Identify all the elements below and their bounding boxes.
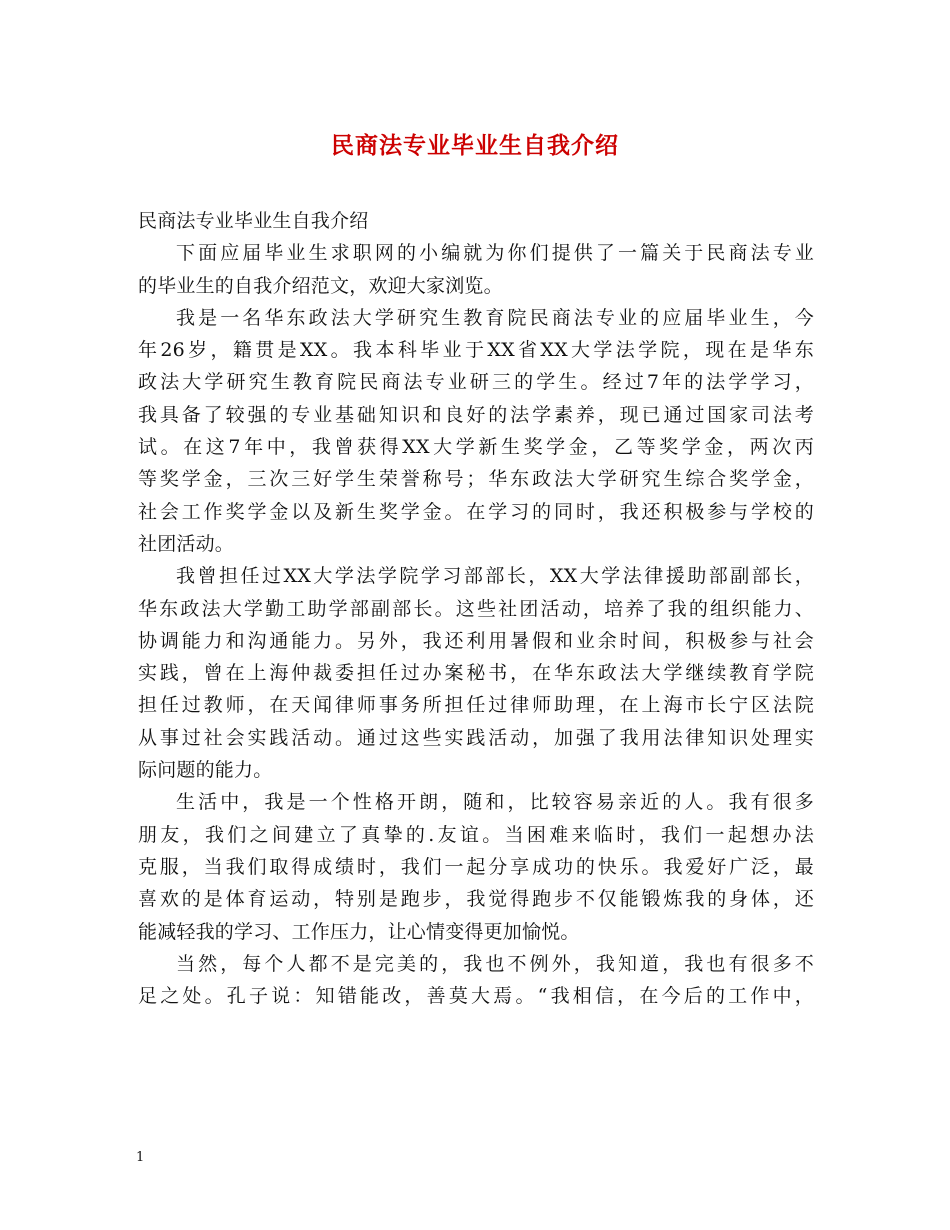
text-line: 朋友，我们之间建立了真挚的.友谊。当困难来临时，我们一起想办法 <box>138 823 814 846</box>
text-line: 民商法专业毕业生自我介绍 <box>138 210 369 232</box>
text-line: 克服，当我们取得成绩时，我们一起分享成功的快乐。我爱好广泛，最 <box>138 855 814 878</box>
text-line: 当然，每个人都不是完美的，我也不例外，我知道，我也有很多不 <box>176 952 814 975</box>
text-line: 年26岁，籍贯是XX。我本科毕业于XX省XX大学法学院，现在是华东 <box>138 339 814 362</box>
text-line: 华东政法大学勤工助学部副部长。这些社团活动，培养了我的组织能力、 <box>138 597 814 620</box>
document-body <box>138 205 814 1012</box>
text-line: 协调能力和沟通能力。另外，我还利用暑假和业余时间，积极参与社会 <box>138 629 814 652</box>
text-line: 我曾担任过XX大学法学院学习部部长，XX大学法律援助部副部长， <box>176 565 814 588</box>
page-number: 1 <box>136 1150 145 1165</box>
text-line: 政法大学研究生教育院民商法专业研三的学生。经过7年的法学学习， <box>138 371 814 394</box>
text-line: 从事过社会实践活动。通过这些实践活动，加强了我用法律知识处理实 <box>138 726 814 749</box>
text-line: 足之处。孔子说：知错能改，善莫大焉。“我相信，在今后的工作中， <box>138 985 814 1008</box>
text-line: 社团活动。 <box>138 532 235 555</box>
text-line: 等奖学金，三次三好学生荣誉称号；华东政法大学研究生综合奖学金， <box>138 468 814 491</box>
text-line: 我具备了较强的专业基础知识和良好的法学素养，现已通过国家司法考 <box>138 403 814 426</box>
text-line: 际问题的能力。 <box>138 759 273 782</box>
text-line: 实践，曾在上海仲裁委担任过办案秘书，在华东政法大学继续教育学院 <box>138 662 814 685</box>
text-line: 能减轻我的学习、工作压力，让心情变得更加愉悦。 <box>138 920 580 943</box>
text-line: 担任过教师，在天闻律师事务所担任过律师助理，在上海市长宁区法院 <box>138 694 814 717</box>
text-line: 社会工作奖学金以及新生奖学金。在学习的同时，我还积极参与学校的 <box>138 500 814 523</box>
text-line: 我是一名华东政法大学研究生教育院民商法专业的应届毕业生，今 <box>176 306 814 329</box>
text-line: 下面应届毕业生求职网的小编就为你们提供了一篇关于民商法专业 <box>176 242 814 265</box>
text-line: 喜欢的是体育运动，特别是跑步，我觉得跑步不仅能锻炼我的身体，还 <box>138 888 814 911</box>
text-line: 生活中，我是一个性格开朗，随和，比较容易亲近的人。我有很多 <box>176 791 814 814</box>
text-line: 的毕业生的自我介绍范文，欢迎大家浏览。 <box>138 274 503 297</box>
document-title: 民商法专业毕业生自我介绍 <box>331 132 619 159</box>
text-line: 试。在这7年中，我曾获得XX大学新生奖学金，乙等奖学金，两次丙 <box>138 436 814 459</box>
